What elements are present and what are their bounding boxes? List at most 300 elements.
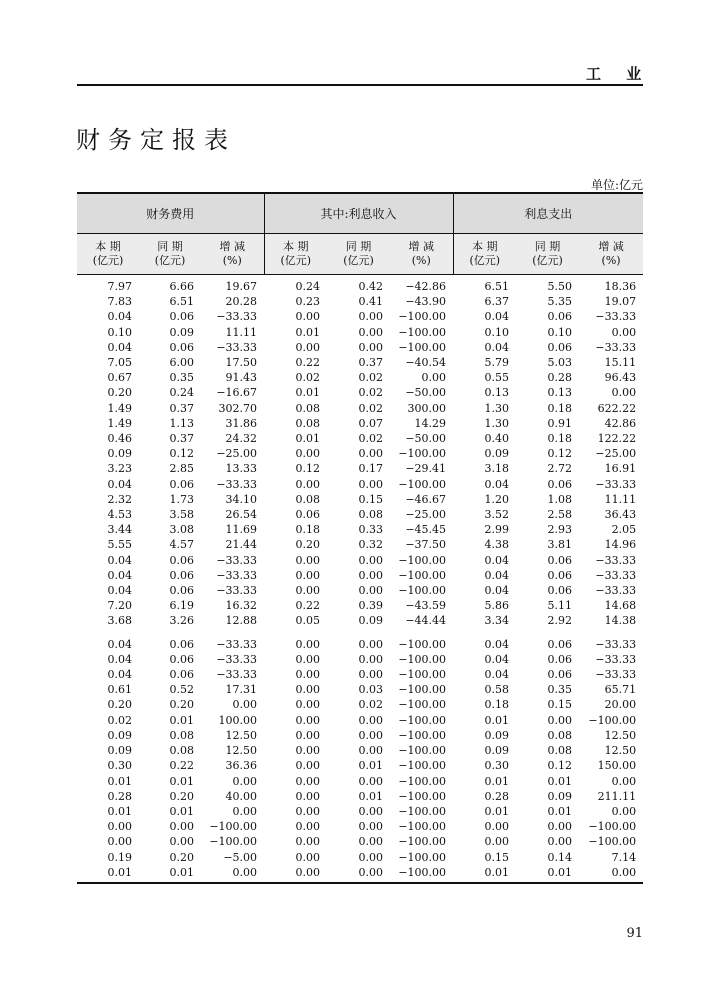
- table-cell: 0.04: [107, 668, 132, 682]
- table-cell: 0.12: [547, 759, 573, 773]
- table-cell: 0.01: [169, 713, 194, 727]
- page-title: 财务定报表: [76, 126, 236, 154]
- table-cell: 0.04: [107, 553, 132, 567]
- table-cell: 0.61: [107, 683, 132, 697]
- table-cell: 0.04: [107, 584, 132, 598]
- table-cell: 0.30: [107, 759, 132, 773]
- table-cell: −100.00: [398, 568, 447, 582]
- table-cell: 0.00: [358, 584, 384, 598]
- column-header-unit: (亿元): [154, 254, 186, 267]
- table-cell: 11.11: [604, 492, 637, 506]
- page-number: 91: [626, 926, 643, 941]
- table-cell: −33.33: [216, 652, 258, 666]
- table-cell: 0.00: [295, 774, 321, 788]
- table-cell: 0.35: [169, 371, 194, 385]
- table-row: [77, 294, 643, 309]
- table-cell: −100.00: [398, 325, 447, 339]
- table-cell: 0.00: [295, 835, 321, 849]
- table-row: [77, 637, 643, 652]
- table-cell: 0.01: [295, 432, 321, 446]
- table-cell: 0.06: [169, 553, 194, 567]
- table-cell: 0.00: [295, 668, 321, 682]
- table-cell: 0.00: [358, 774, 384, 788]
- table-cell: 0.04: [484, 584, 510, 598]
- table-cell: 0.00: [169, 835, 194, 849]
- column-header-label: 同 期: [534, 240, 561, 253]
- table-cell: 0.00: [579, 865, 643, 883]
- table-cell: −100.00: [398, 804, 447, 818]
- table-cell: 0.06: [169, 584, 194, 598]
- table-cell: 3.44: [107, 523, 132, 537]
- table-cell: 0.00: [484, 820, 510, 834]
- table-cell: 0.02: [107, 713, 132, 727]
- table-cell: −33.33: [216, 477, 258, 491]
- table-cell: 0.00: [295, 789, 321, 803]
- table-cell: 0.00: [547, 820, 573, 834]
- table-cell: 0.58: [484, 683, 510, 697]
- table-cell: 0.00: [358, 850, 384, 864]
- table-cell: 302.70: [218, 401, 258, 415]
- table-cell: −100.00: [398, 668, 447, 682]
- table-cell: 0.06: [547, 553, 573, 567]
- table-cell: 0.12: [295, 462, 321, 476]
- table-cell: −33.33: [595, 668, 637, 682]
- table-cell: −33.33: [216, 637, 258, 651]
- table-cell: 0.01: [139, 865, 201, 883]
- table-cell: 0.00: [358, 310, 384, 324]
- table-cell: −100.00: [398, 820, 447, 834]
- table-row: [77, 461, 643, 476]
- table-cell: 0.37: [358, 356, 384, 370]
- table-cell: −43.59: [405, 599, 447, 613]
- table-cell: 13.33: [225, 462, 258, 476]
- table-cell: 0.37: [169, 401, 194, 415]
- table-cell: 0.04: [484, 310, 510, 324]
- table-cell: 0.01: [107, 804, 132, 818]
- table-cell: 0.00: [547, 835, 573, 849]
- table-cell: 0.02: [358, 432, 384, 446]
- table-cell: 0.00: [611, 804, 637, 818]
- table-cell: 0.04: [484, 340, 510, 354]
- table-cell: 2.93: [547, 523, 573, 537]
- table-cell: 5.86: [484, 599, 510, 613]
- table-cell: 4.38: [484, 538, 510, 552]
- table-cell: 0.30: [484, 759, 510, 773]
- column-header-unit: (亿元): [280, 254, 312, 267]
- table-cell: 0.04: [484, 637, 510, 651]
- table-cell: −43.90: [405, 295, 447, 309]
- table-cell: 0.12: [169, 447, 194, 461]
- table-cell: 2.85: [169, 462, 194, 476]
- table-cell: 5.11: [547, 599, 573, 613]
- table-cell: 0.40: [484, 432, 510, 446]
- table-cell: −46.67: [405, 492, 447, 506]
- table-cell: −42.86: [405, 280, 447, 293]
- table-row: [77, 834, 643, 849]
- top-rule: [77, 84, 643, 86]
- unit-label: 单位:亿元: [590, 178, 643, 192]
- column-header: [453, 234, 516, 275]
- table-cell: 0.10: [547, 325, 573, 339]
- table-cell: 0.08: [547, 728, 573, 742]
- table-cell: 0.13: [547, 386, 573, 400]
- table-cell: −100.00: [398, 637, 447, 651]
- table-cell: 2.58: [547, 508, 573, 522]
- table-cell: −100.00: [398, 683, 447, 697]
- table-cell: 0.67: [107, 371, 132, 385]
- table-cell: 0.00: [611, 325, 637, 339]
- table-cell: 0.00: [358, 568, 384, 582]
- table-cell: 0.10: [107, 325, 132, 339]
- table-cell: 0.00: [295, 584, 321, 598]
- table-row: [77, 667, 643, 682]
- table-cell: 0.01: [484, 804, 510, 818]
- table-cell: 0.15: [547, 698, 573, 712]
- table-cell: 5.79: [484, 356, 510, 370]
- table-cell: 40.00: [225, 789, 258, 803]
- table-row: [77, 477, 643, 492]
- table-cell: 0.00: [358, 447, 384, 461]
- column-header: [579, 234, 643, 275]
- table-cell: 0.24: [169, 386, 194, 400]
- table-row: [77, 743, 643, 758]
- table-cell: −100.00: [588, 820, 637, 834]
- table-cell: −100.00: [398, 652, 447, 666]
- table-cell: 0.01: [547, 774, 573, 788]
- table-cell: 0.55: [484, 371, 510, 385]
- table-cell: −100.00: [398, 850, 447, 864]
- table-row: [77, 385, 643, 400]
- table-row: [77, 522, 643, 537]
- table-row: [77, 431, 643, 446]
- table-cell: 0.09: [358, 614, 384, 628]
- table-cell: 0.09: [484, 447, 510, 461]
- table-cell: 12.88: [225, 614, 258, 628]
- column-header: [390, 234, 453, 275]
- table-cell: 0.01: [169, 774, 194, 788]
- column-header-label: 本 期: [472, 240, 498, 253]
- table-cell: −33.33: [216, 553, 258, 567]
- table-cell: 96.43: [604, 371, 637, 385]
- table-cell: 0.20: [169, 789, 194, 803]
- table-row: [77, 416, 643, 431]
- table-cell: 0.02: [358, 698, 384, 712]
- table-cell: 0.04: [484, 568, 510, 582]
- column-header: [139, 234, 201, 275]
- section-header: 工 业: [586, 65, 652, 83]
- table-cell: 0.52: [169, 683, 194, 697]
- table-cell: 0.04: [484, 652, 510, 666]
- table-cell: 5.35: [547, 295, 573, 309]
- table-cell: 0.00: [295, 713, 321, 727]
- table-cell: 0.08: [169, 744, 194, 758]
- table-cell: 0.06: [169, 668, 194, 682]
- table-cell: 0.23: [295, 295, 321, 309]
- table-cell: 17.50: [225, 356, 258, 370]
- table-cell: 0.00: [107, 835, 132, 849]
- table-cell: 0.08: [295, 401, 321, 415]
- table-cell: 0.00: [358, 652, 384, 666]
- table-cell: 0.20: [169, 698, 194, 712]
- table-cell: 0.06: [547, 568, 573, 582]
- table-cell: −33.33: [595, 310, 637, 324]
- column-header-unit: (%): [411, 254, 431, 267]
- column-header: [201, 234, 264, 275]
- table-cell: 0.00: [264, 865, 327, 883]
- table-cell: 6.00: [169, 356, 194, 370]
- table-cell: 0.00: [295, 698, 321, 712]
- table-cell: 0.42: [358, 280, 384, 293]
- table-cell: −25.00: [405, 508, 447, 522]
- table-cell: 0.06: [547, 652, 573, 666]
- table-cell: 6.19: [169, 599, 194, 613]
- table-cell: 3.68: [107, 614, 132, 628]
- table-cell: 4.57: [169, 538, 194, 552]
- table-cell: 0.01: [107, 774, 132, 788]
- table-row: [77, 598, 643, 613]
- table-cell: 0.00: [358, 340, 384, 354]
- table-cell: 6.37: [484, 295, 510, 309]
- table-cell: 0.06: [169, 637, 194, 651]
- table-cell: 0.00: [358, 820, 384, 834]
- table-cell: 42.86: [604, 416, 637, 430]
- table-cell: 5.03: [547, 356, 573, 370]
- table-cell: −100.00: [398, 759, 447, 773]
- table-cell: −16.67: [216, 386, 258, 400]
- table-cell: 0.00: [169, 820, 194, 834]
- table-cell: 0.04: [107, 310, 132, 324]
- table-cell: 0.07: [358, 416, 384, 430]
- column-header-unit: (亿元): [343, 254, 374, 267]
- table-row: [77, 728, 643, 743]
- table-cell: 0.00: [295, 447, 321, 461]
- table-cell: 100.00: [218, 713, 258, 727]
- column-header: [264, 234, 327, 275]
- table-cell: 0.01: [295, 325, 321, 339]
- column-header-label: 增 减: [219, 240, 246, 253]
- column-header-label: 增 减: [598, 240, 624, 253]
- table-cell: 0.00: [611, 386, 637, 400]
- table-cell: 0.20: [169, 850, 194, 864]
- table-cell: 0.18: [295, 523, 321, 537]
- table-cell: −33.33: [216, 668, 258, 682]
- table-cell: 12.50: [604, 744, 637, 758]
- table-cell: −50.00: [405, 432, 447, 446]
- table-cell: 0.00: [295, 310, 321, 324]
- group-header-interest-expense: 利息支出: [453, 193, 643, 234]
- table-cell: −40.54: [405, 356, 447, 370]
- table-cell: 19.07: [604, 295, 637, 309]
- table-cell: 0.22: [295, 599, 321, 613]
- table-cell: −33.33: [216, 568, 258, 582]
- table-cell: 0.41: [358, 295, 384, 309]
- table-cell: 0.01: [484, 713, 510, 727]
- table-cell: 0.24: [295, 280, 321, 293]
- table-row: [77, 819, 643, 834]
- table-cell: 1.08: [547, 492, 573, 506]
- table-cell: 122.22: [597, 432, 637, 446]
- table-cell: 7.05: [107, 356, 132, 370]
- table-row: [77, 682, 643, 697]
- table-cell: 0.06: [169, 568, 194, 582]
- table-row: [77, 507, 643, 522]
- table-row: [77, 492, 643, 507]
- table-cell: 7.20: [107, 599, 132, 613]
- table-cell: 0.01: [547, 804, 573, 818]
- table-row: [77, 355, 643, 370]
- table-cell: 5.55: [107, 538, 132, 552]
- table-cell: 0.28: [484, 789, 510, 803]
- table-cell: 0.33: [358, 523, 384, 537]
- table-cell: −100.00: [398, 835, 447, 849]
- table-cell: 0.00: [547, 713, 573, 727]
- table-cell: 0.91: [547, 416, 573, 430]
- table-cell: 24.32: [225, 432, 258, 446]
- table-cell: 0.08: [295, 416, 321, 430]
- column-header-label: 同 期: [157, 240, 183, 253]
- table-row: [77, 804, 643, 819]
- table-cell: 0.00: [295, 652, 321, 666]
- column-header: [516, 234, 579, 275]
- table-cell: 16.32: [225, 599, 258, 613]
- table-row: [77, 865, 643, 883]
- table-cell: 1.49: [107, 416, 132, 430]
- table-cell: 0.01: [295, 386, 321, 400]
- table-cell: 0.08: [547, 744, 573, 758]
- table-cell: 0.00: [358, 553, 384, 567]
- table-cell: 0.02: [358, 371, 384, 385]
- table-cell: 0.06: [295, 508, 321, 522]
- table-cell: 0.00: [232, 804, 258, 818]
- table-row: [77, 613, 643, 628]
- table-cell: 6.51: [169, 295, 194, 309]
- table-cell: −100.00: [398, 447, 447, 461]
- table-cell: 0.18: [484, 698, 510, 712]
- table-cell: 0.00: [358, 477, 384, 491]
- table-cell: 3.58: [169, 508, 194, 522]
- table-cell: 0.22: [295, 356, 321, 370]
- table-cell: 0.09: [484, 744, 510, 758]
- table-cell: 0.06: [547, 340, 573, 354]
- table-cell: 0.06: [169, 477, 194, 491]
- table-cell: 0.00: [295, 728, 321, 742]
- table-cell: 0.00: [611, 774, 637, 788]
- table-cell: 12.50: [604, 728, 637, 742]
- column-header-unit: (%): [222, 254, 242, 267]
- table-cell: 0.00: [484, 835, 510, 849]
- table-cell: 0.06: [169, 310, 194, 324]
- column-header-label: 本 期: [95, 240, 121, 253]
- table-cell: 7.14: [611, 850, 637, 864]
- table-cell: 3.18: [484, 462, 510, 476]
- table-cell: 0.15: [358, 492, 384, 506]
- column-header-label: 增 减: [408, 240, 435, 253]
- table-cell: −29.41: [405, 462, 447, 476]
- table-cell: 0.28: [547, 371, 573, 385]
- table-cell: −100.00: [398, 698, 447, 712]
- table-cell: 14.68: [604, 599, 637, 613]
- table-row: [77, 774, 643, 789]
- table-row: [77, 850, 643, 865]
- table-cell: 0.09: [107, 728, 132, 742]
- financial-report-table: [77, 192, 643, 884]
- table-cell: 0.00: [232, 774, 258, 788]
- table-cell: 0.22: [169, 759, 194, 773]
- table-cell: −33.33: [595, 652, 637, 666]
- table-cell: 0.13: [484, 386, 510, 400]
- table-cell: 0.00: [358, 637, 384, 651]
- table-cell: −100.00: [398, 477, 447, 491]
- table-cell: −100.00: [390, 865, 453, 883]
- table-cell: 0.00: [327, 865, 390, 883]
- table-cell: 0.17: [358, 462, 384, 476]
- table-cell: 0.39: [358, 599, 384, 613]
- table-cell: 0.04: [484, 668, 510, 682]
- table-cell: 0.18: [547, 401, 573, 415]
- table-cell: −100.00: [398, 340, 447, 354]
- table-cell: 0.09: [547, 789, 573, 803]
- table-cell: 1.13: [169, 416, 194, 430]
- column-header-label: 同 期: [345, 240, 372, 253]
- table-cell: 0.00: [295, 340, 321, 354]
- table-cell: −33.33: [595, 477, 637, 491]
- table-row: [77, 325, 643, 340]
- table-cell: −100.00: [209, 835, 258, 849]
- column-header-unit: (亿元): [469, 254, 501, 267]
- table-cell: 0.00: [107, 820, 132, 834]
- column-header: [77, 234, 139, 275]
- table-cell: 0.00: [358, 713, 384, 727]
- table-cell: 15.11: [604, 356, 637, 370]
- table-cell: 0.06: [169, 652, 194, 666]
- table-cell: 31.86: [225, 416, 258, 430]
- table-cell: 12.50: [225, 744, 258, 758]
- table-cell: −5.00: [223, 850, 258, 864]
- table-cell: 34.10: [225, 492, 258, 506]
- table-cell: 0.08: [295, 492, 321, 506]
- table-cell: 3.26: [169, 614, 194, 628]
- table-cell: −33.33: [595, 637, 637, 651]
- table-cell: 0.00: [358, 835, 384, 849]
- table-cell: 0.12: [547, 447, 573, 461]
- table-row: [77, 697, 643, 712]
- table-cell: 0.20: [107, 698, 132, 712]
- table-cell: −100.00: [398, 728, 447, 742]
- table-cell: 1.30: [484, 401, 510, 415]
- table-cell: 0.02: [358, 386, 384, 400]
- table-cell: 300.00: [407, 401, 447, 415]
- table-cell: 1.30: [484, 416, 510, 430]
- table-cell: 0.14: [547, 850, 573, 864]
- table-row: [77, 789, 643, 804]
- table-cell: 0.00: [295, 820, 321, 834]
- table-cell: −100.00: [398, 584, 447, 598]
- table-cell: 3.08: [169, 523, 194, 537]
- table-row: [77, 713, 643, 728]
- group-header-finance-expense: 财务费用: [77, 193, 264, 234]
- table-cell: 0.01: [358, 759, 384, 773]
- table-cell: 0.00: [358, 744, 384, 758]
- table-cell: 0.04: [107, 652, 132, 666]
- table-cell: −33.33: [595, 340, 637, 354]
- table-row: [77, 370, 643, 385]
- table-cell: 0.06: [547, 477, 573, 491]
- table-cell: −45.45: [405, 523, 447, 537]
- table-cell: 0.00: [295, 850, 321, 864]
- table-cell: 0.19: [107, 850, 132, 864]
- table-cell: 0.06: [547, 637, 573, 651]
- table-cell: 0.10: [484, 325, 510, 339]
